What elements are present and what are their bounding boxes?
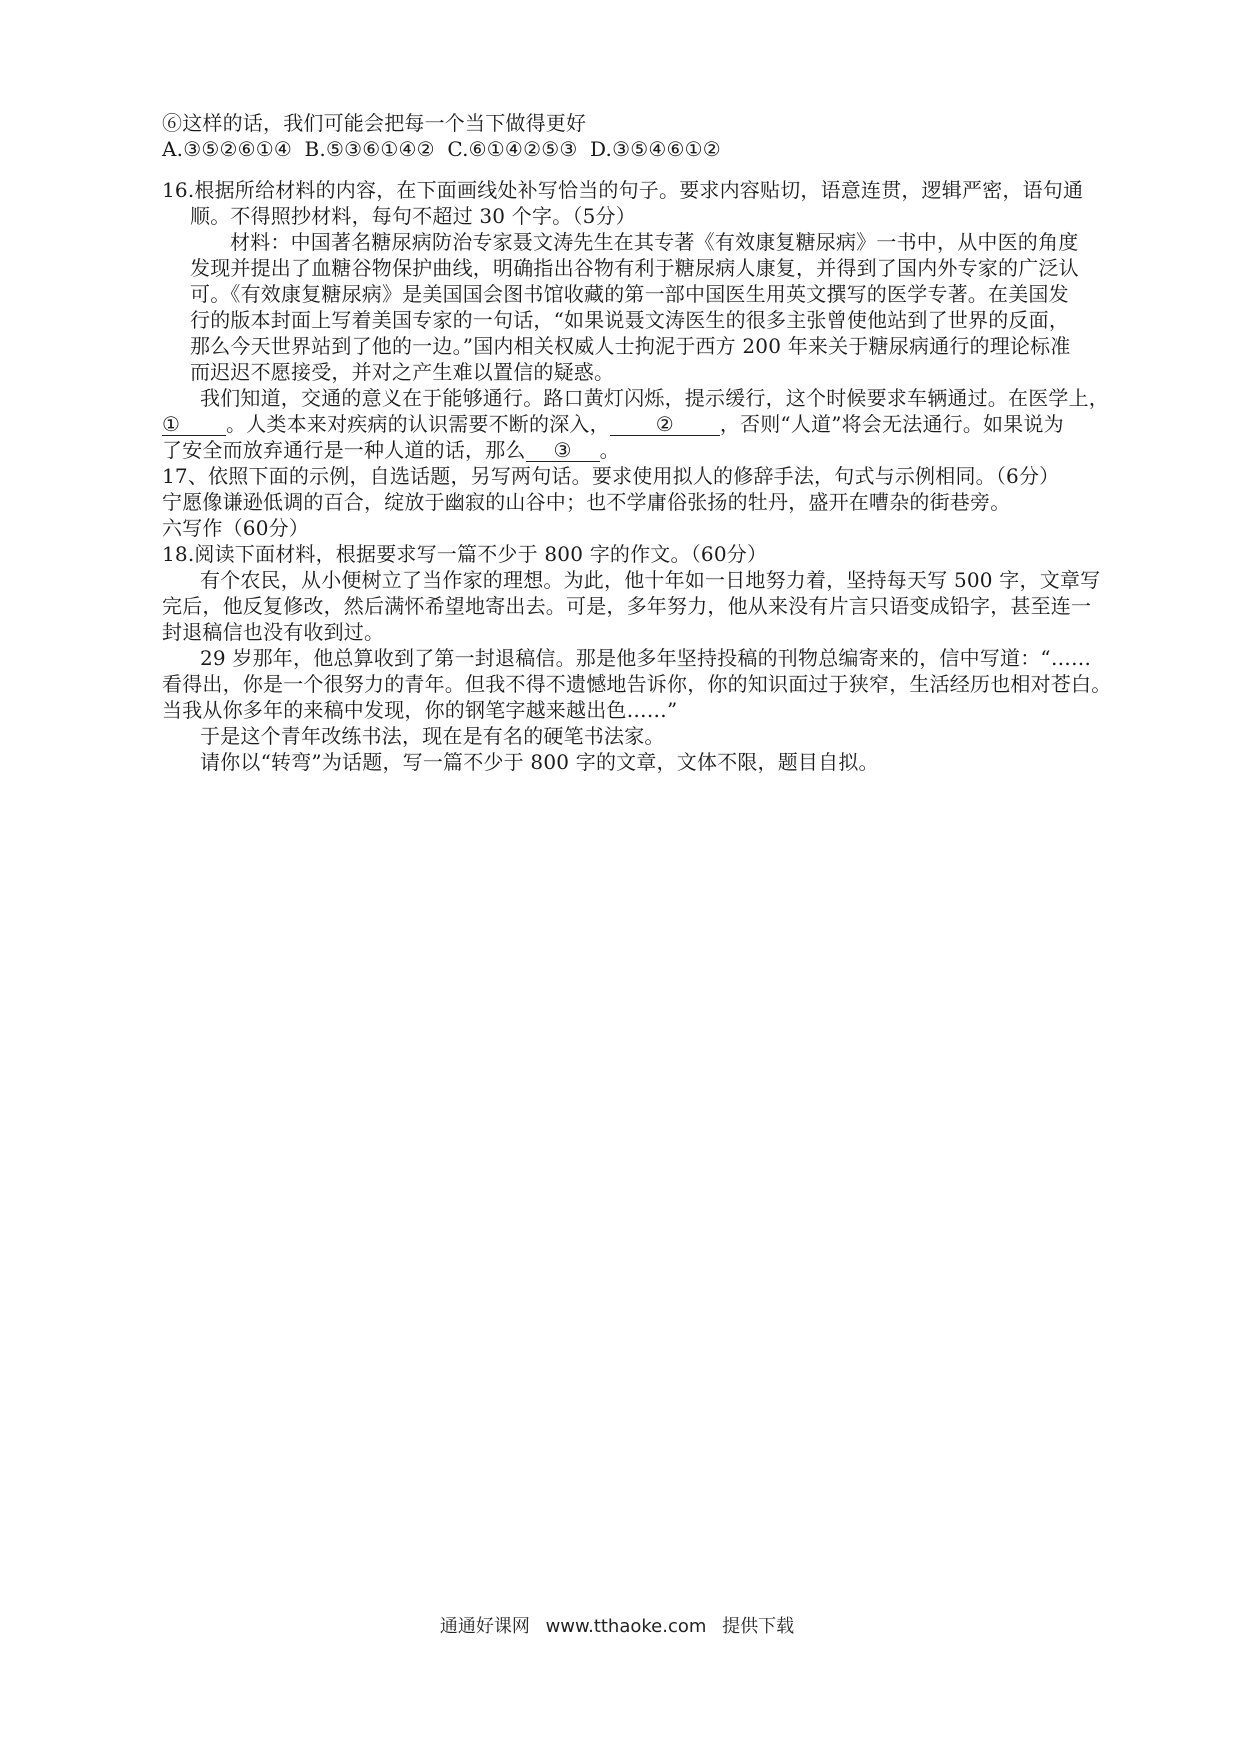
q18-material-p1-line-1: 有个农民，从小便树立了当作家的理想。为此，他十年如一日地努力着，坚持每天写 500 字，文章写: [200, 568, 1101, 592]
q16-blank-1[interactable]: ①: [162, 413, 226, 436]
q18-material-p2-line-2: 看得出，你是一个很努力的青年。但我不得不遗憾地告诉你，你的知识面过于狭窄，生活经历也相对苍白。: [162, 672, 1112, 696]
q18-material-p2-line-1: 29 岁那年，他总算收到了第一封退稿信。那是他多年坚持投稿的刊物总编寄来的，信中写道：“……: [200, 646, 1092, 670]
footer-suffix: 提供下载: [722, 1616, 795, 1637]
q16-paragraph-line-3a: 了安全而放弃通行是一种人道的话，那么: [162, 438, 526, 462]
q18-requirement: 请你以“转弯”为话题，写一篇不少于 800 字的文章，文体不限，题目自拟。: [200, 750, 879, 774]
q16-material-line-3: 可。《有效康复糖尿病》是美国国会图书馆收藏的第一部中国医生用英文撰写的医学专著。在美国发: [190, 282, 1069, 306]
q16-prompt-line-1: 16.根据所给材料的内容，在下面画线处补写恰当的句子。要求内容贴切，语意连贯，逻辑严密，语句通: [162, 178, 1084, 202]
q16-blank-3[interactable]: ③: [526, 439, 600, 462]
q16-material-line-1: 材料：中国著名糖尿病防治专家聂文涛先生在其专著《有效康复糖尿病》一书中，从中医的角度: [230, 230, 1079, 254]
q16-paragraph-line-2: [162, 411, 1064, 437]
q16-paragraph-line-3b: 。: [599, 438, 620, 462]
footer-url[interactable]: www.tthaoke.com: [545, 1616, 707, 1637]
q16-material-line-2: 发现并提出了血糖谷物保护曲线，明确指出谷物有利于糖尿病人康复，并得到了国内外专家的广泛认: [190, 256, 1079, 280]
q18-material-p2-line-3: 当我从你多年的来稿中发现，你的钢笔字越来越出色……”: [162, 698, 678, 722]
q15-answer-options: A.③⑤②⑥①④ B.⑤③⑥①④② C.⑥①④②⑤③ D.③⑤④⑥①②: [162, 137, 721, 161]
q15-option-line-6: ⑥这样的话，我们可能会把每一个当下做得更好: [162, 111, 587, 135]
section-6-title: 六写作（60分）: [162, 516, 310, 540]
q16-paragraph-line-2a: 。人类本来对疾病的认识需要不断的深入，: [226, 412, 610, 436]
q16-paragraph-line-2b: ，否则“人道”将会无法通行。如果说为: [719, 412, 1064, 436]
page-footer: [0, 1612, 1234, 1638]
footer-site-name: 通通好课网: [439, 1616, 530, 1637]
q18-material-p1-line-3: 封退稿信也没有收到过。: [162, 620, 385, 644]
q16-blank-2[interactable]: ②: [610, 413, 720, 436]
q17-prompt: 17、依照下面的示例，自选话题，另写两句话。要求使用拟人的修辞手法，句式与示例相同。（6分）: [162, 464, 1060, 488]
q16-material-line-4: 行的版本封面上写着美国专家的一句话，“如果说聂文涛医生的很多主张曾使他站到了世界的反面，: [190, 308, 1070, 332]
q17-example: 宁愿像谦逊低调的百合，绽放于幽寂的山谷中；也不学庸俗张扬的牡丹，盛开在嘈杂的街巷旁。: [162, 490, 1011, 514]
q16-prompt-line-2: 顺。不得照抄材料，每句不超过 30 个字。（5分）: [190, 204, 636, 228]
q16-paragraph-line-1: 我们知道，交通的意义在于能够通行。路口黄灯闪烁，提示缓行，这个时候要求车辆通过。在医学上，: [200, 386, 1109, 410]
q16-paragraph-line-3: [162, 437, 620, 463]
q18-material-p3: 于是这个青年改练书法，现在是有名的硬笔书法家。: [200, 724, 665, 748]
q18-prompt: 18.阅读下面材料，根据要求写一篇不少于 800 字的作文。（60分）: [162, 542, 768, 566]
q18-material-p1-line-2: 完后，他反复修改，然后满怀希望地寄出去。可是，多年努力，他从来没有片言只语变成铅字，甚至连一: [162, 594, 1092, 618]
q16-material-line-5: 那么今天世界站到了他的一边。”国内相关权威人士拘泥于西方 200 年来关于糖尿病通行的理论标准: [190, 334, 1071, 358]
q16-material-line-6: 而迟迟不愿接受，并对之产生难以置信的疑惑。: [190, 360, 615, 384]
